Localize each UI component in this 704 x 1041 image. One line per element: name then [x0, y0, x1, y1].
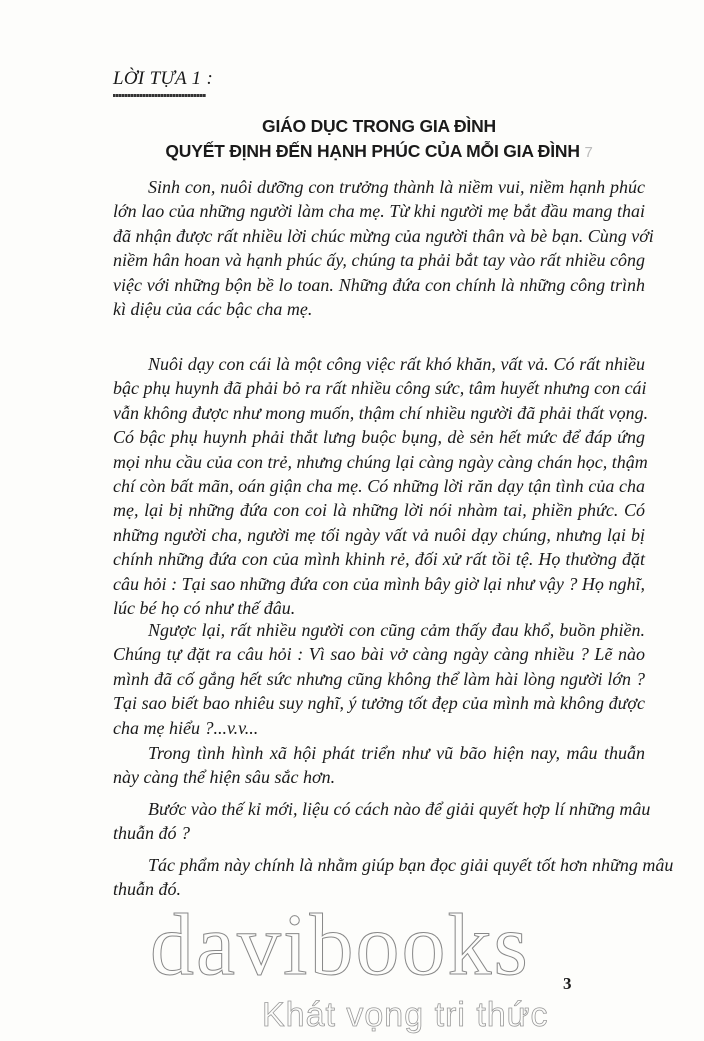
paragraph-line: Bước vào thế kỉ mới, liệu có cách nào để giải quyết hợp lí những mâu — [148, 799, 651, 819]
paragraph-line: lúc bé họ có như thế đâu. — [113, 597, 296, 618]
heading-underline — [113, 94, 206, 97]
paragraph-line: niềm hân hoan và hạnh phúc ấy, chúng ta phải bắt tay vào rất nhiều công — [113, 250, 645, 271]
paragraph-line: lớn lao của những người làm cha mẹ. Từ khi người mẹ bắt đầu mang thai — [113, 201, 645, 222]
paragraph — [113, 175, 654, 321]
paragraph-line: kì diệu của các bậc cha mẹ. — [113, 298, 313, 319]
paragraph-line: Ngược lại, rất nhiều người con cũng cảm thấy đau khổ, buồn phiền. — [148, 620, 645, 640]
paragraph-line: đã nhận được rất nhiều lời chúc mừng của người thân và bè bạn. Cùng với — [113, 225, 654, 246]
paragraph-line: này càng thể hiện sâu sắc hơn. — [113, 767, 336, 788]
paragraph-line: mẹ, lại bị những đứa con coi là những lời nói nhàm tai, phiền phức. Có — [113, 500, 645, 521]
paragraph-line: việc với những bộn bề lo toan. Những đứa con chính là những công trình — [113, 274, 645, 295]
paragraph — [113, 741, 645, 790]
paragraph — [113, 618, 645, 740]
paragraph-line: vẫn không được như mong muốn, thậm chí nhiều người đã phải thất vọng. — [113, 402, 649, 423]
chapter-title-line-1: GIÁO DỤC TRONG GIA ĐÌNH — [262, 116, 496, 136]
page-number: 3 — [563, 974, 572, 993]
paragraph-line: Tác phẩm này chính là nhằm giúp bạn đọc giải quyết tốt hơn những mâu — [148, 855, 674, 875]
paragraph-line: Sinh con, nuôi dưỡng con trưởng thành là niềm vui, niềm hạnh phúc — [148, 177, 645, 197]
paragraph-line: bậc phụ huynh đã phải bỏ ra rất nhiều công sức, tâm huyết nhưng con cái — [113, 378, 647, 399]
paragraph-line: Có bậc phụ huynh phải thắt lưng buộc bụng, dè sẻn hết mức để đáp ứng — [113, 427, 645, 448]
paragraph-line: Tại sao biết bao nhiêu suy nghĩ, ý tưởng tốt đẹp của mình mà không được — [113, 693, 645, 714]
paragraph-line: mọi nhu cầu của con trẻ, nhưng chúng lại càng ngày càng chán học, thậm — [113, 451, 648, 472]
preface-heading: LỜI TỰA 1 : — [113, 68, 214, 89]
paragraph — [113, 797, 651, 846]
paragraph-line: những người cha, người mẹ tối ngày vất vả nuôi dạy chúng, nhưng lại bị — [113, 524, 645, 545]
scan-mark: 7 — [584, 144, 593, 161]
paragraph-line: chí còn bất mãn, oán giận cha mẹ. Có những lời răn dạy tận tình của cha — [113, 475, 645, 496]
paragraph — [113, 352, 649, 620]
watermark-brand: davibooks — [150, 897, 530, 994]
paragraph-line: Trong tình hình xã hội phát triển như vũ bão hiện nay, mâu thuẫn — [148, 743, 645, 763]
paragraph-line: Nuôi dạy con cái là một công việc rất khó khăn, vất vả. Có rất nhiều — [148, 354, 645, 374]
paragraph-line: mình đã cố gắng hết sức nhưng cũng không thể làm hài lòng người lớn ? — [113, 668, 645, 689]
watermark-slogan: Khát vọng tri thức — [262, 996, 549, 1034]
paragraph-line: Chúng tự đặt ra câu hỏi : Vì sao bài vở càng ngày càng nhiều ? Lẽ nào — [113, 644, 645, 665]
paragraph-line: câu hỏi : Tại sao những đứa con của mình bây giờ lại như vậy ? Họ nghĩ, — [113, 573, 645, 594]
paragraph-line: chính những đứa con của mình khinh rẻ, đối xử rất tồi tệ. Họ thường đặt — [113, 549, 645, 570]
paragraph-line: cha mẹ hiểu ?...v.v... — [113, 717, 259, 738]
paragraph-line: thuẫn đó ? — [113, 823, 191, 844]
chapter-title-line-2-text: QUYẾT ĐỊNH ĐẾN HẠNH PHÚC CỦA MỖI GIA ĐÌNH — [165, 141, 580, 161]
paragraph-line: thuẫn đó. — [113, 879, 182, 900]
chapter-title-line-2 — [113, 141, 645, 162]
